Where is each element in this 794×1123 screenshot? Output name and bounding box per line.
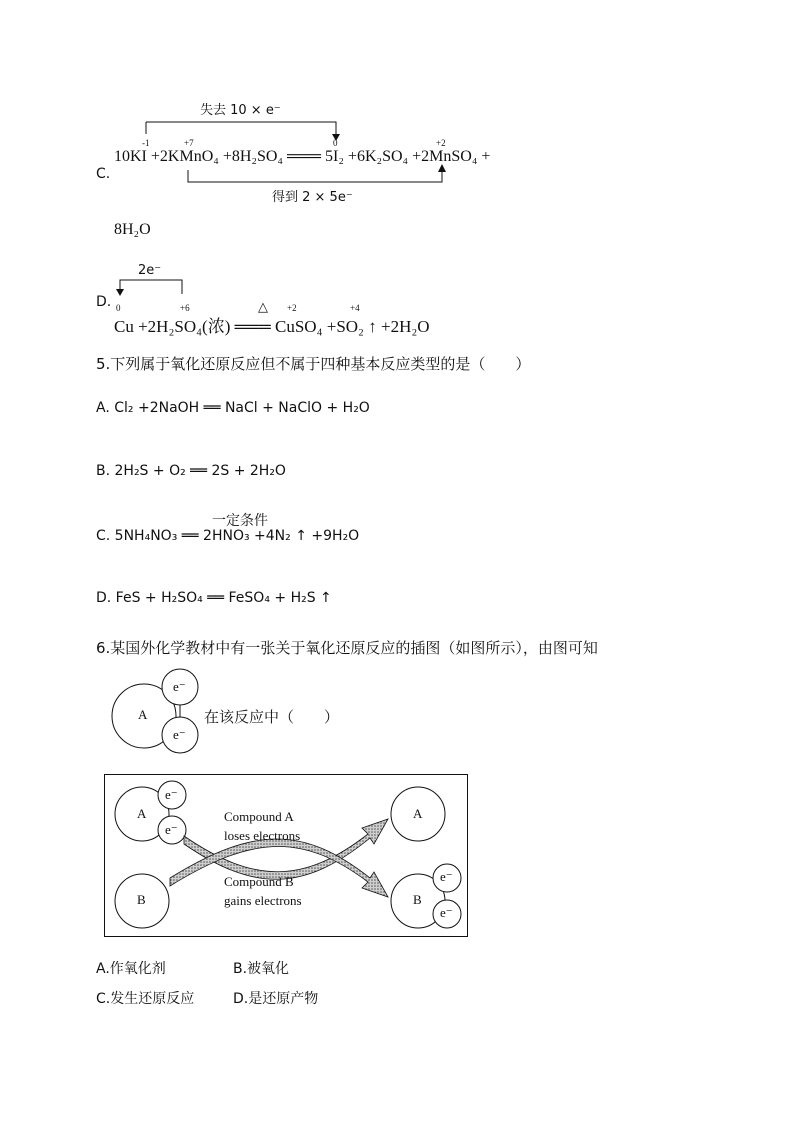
- gain-electrons-label: 得到 2 × 5e⁻: [272, 190, 353, 205]
- diagram-atom-b-right: B: [413, 892, 422, 907]
- heat-symbol: △: [258, 299, 268, 314]
- item-c-equation: 10KI +2KMnO₄ +8H₂SO₄ ═══ 5I₂ +6K₂SO₄ +2MnSO₄ +: [114, 148, 491, 165]
- q5-option-a: A. Cl₂ +2NaOH ══ NaCl + NaClO + H₂O: [96, 400, 370, 416]
- q6-option-b: B.被氧化: [233, 961, 290, 977]
- electron-transfer-bracket-d: [112, 260, 212, 300]
- compound-a-label-2: loses electrons: [224, 828, 301, 843]
- item-d-equation: Cu +2H₂SO₄(浓) ═══ CuSO₄ +SO₂ ↑ +2H₂O: [114, 317, 430, 336]
- atom-a-figure: [104, 668, 214, 758]
- compound-b-label: Compound B: [224, 874, 294, 889]
- q5-option-b: B. 2H₂S + O₂ ══ 2S + 2H₂O: [96, 463, 286, 479]
- ox-state-i-before: -1: [142, 138, 150, 148]
- lose-electrons-label: 失去 10 × e⁻: [200, 103, 281, 118]
- ox-state-cu-before: 0: [116, 303, 121, 313]
- diagram-electron: e⁻: [440, 905, 453, 920]
- diagram-electron: e⁻: [440, 869, 453, 884]
- electron-transfer-diagram: [104, 774, 468, 938]
- electron-label: e⁻: [173, 727, 186, 742]
- ox-state-s-before: +6: [180, 303, 190, 313]
- item-d-label: D.: [96, 294, 112, 310]
- electron-label-d: 2e⁻: [138, 263, 162, 278]
- diagram-atom-a: A: [137, 806, 147, 821]
- ox-state-mn-before: +7: [184, 138, 194, 148]
- ox-state-mn-after: +2: [436, 138, 446, 148]
- q5-option-d: D. FeS + H₂SO₄ ══ FeSO₄ + H₂S ↑: [96, 590, 332, 606]
- diagram-atom-a-right: A: [413, 806, 423, 821]
- compound-b-label-2: gains electrons: [224, 893, 302, 908]
- diagram-electron: e⁻: [165, 787, 178, 802]
- question-5-text: 5.下列属于氧化还原反应但不属于四种基本反应类型的是（ ）: [96, 355, 531, 373]
- reaction-condition: 一定条件: [212, 513, 268, 529]
- diagram-atom-b: B: [137, 892, 146, 907]
- compound-a-label: Compound A: [224, 809, 294, 824]
- diagram-electron: e⁻: [165, 822, 178, 837]
- ox-state-i-after: 0: [333, 138, 338, 148]
- atom-a-label: A: [138, 707, 148, 722]
- ox-state-cu-after: +2: [287, 303, 297, 313]
- q6-option-c: C.发生还原反应: [96, 991, 195, 1007]
- ox-state-s-after: +4: [350, 303, 360, 313]
- question-6-text: 6.某国外化学教材中有一张关于氧化还原反应的插图（如图所示），由图可知: [96, 639, 598, 657]
- item-c-equation-cont: 8H₂O: [114, 221, 151, 238]
- item-c-label: C.: [96, 166, 111, 182]
- q6-option-d: D.是还原产物: [233, 991, 319, 1007]
- q5-option-c: C. 5NH₄NO₃ ══ 2HNO₃ +4N₂ ↑ +9H₂O: [96, 528, 360, 544]
- electron-label: e⁻: [173, 679, 186, 694]
- q6-option-a: A.作氧化剂: [96, 961, 166, 977]
- question-6-text-cont: 在该反应中（ ）: [204, 708, 340, 726]
